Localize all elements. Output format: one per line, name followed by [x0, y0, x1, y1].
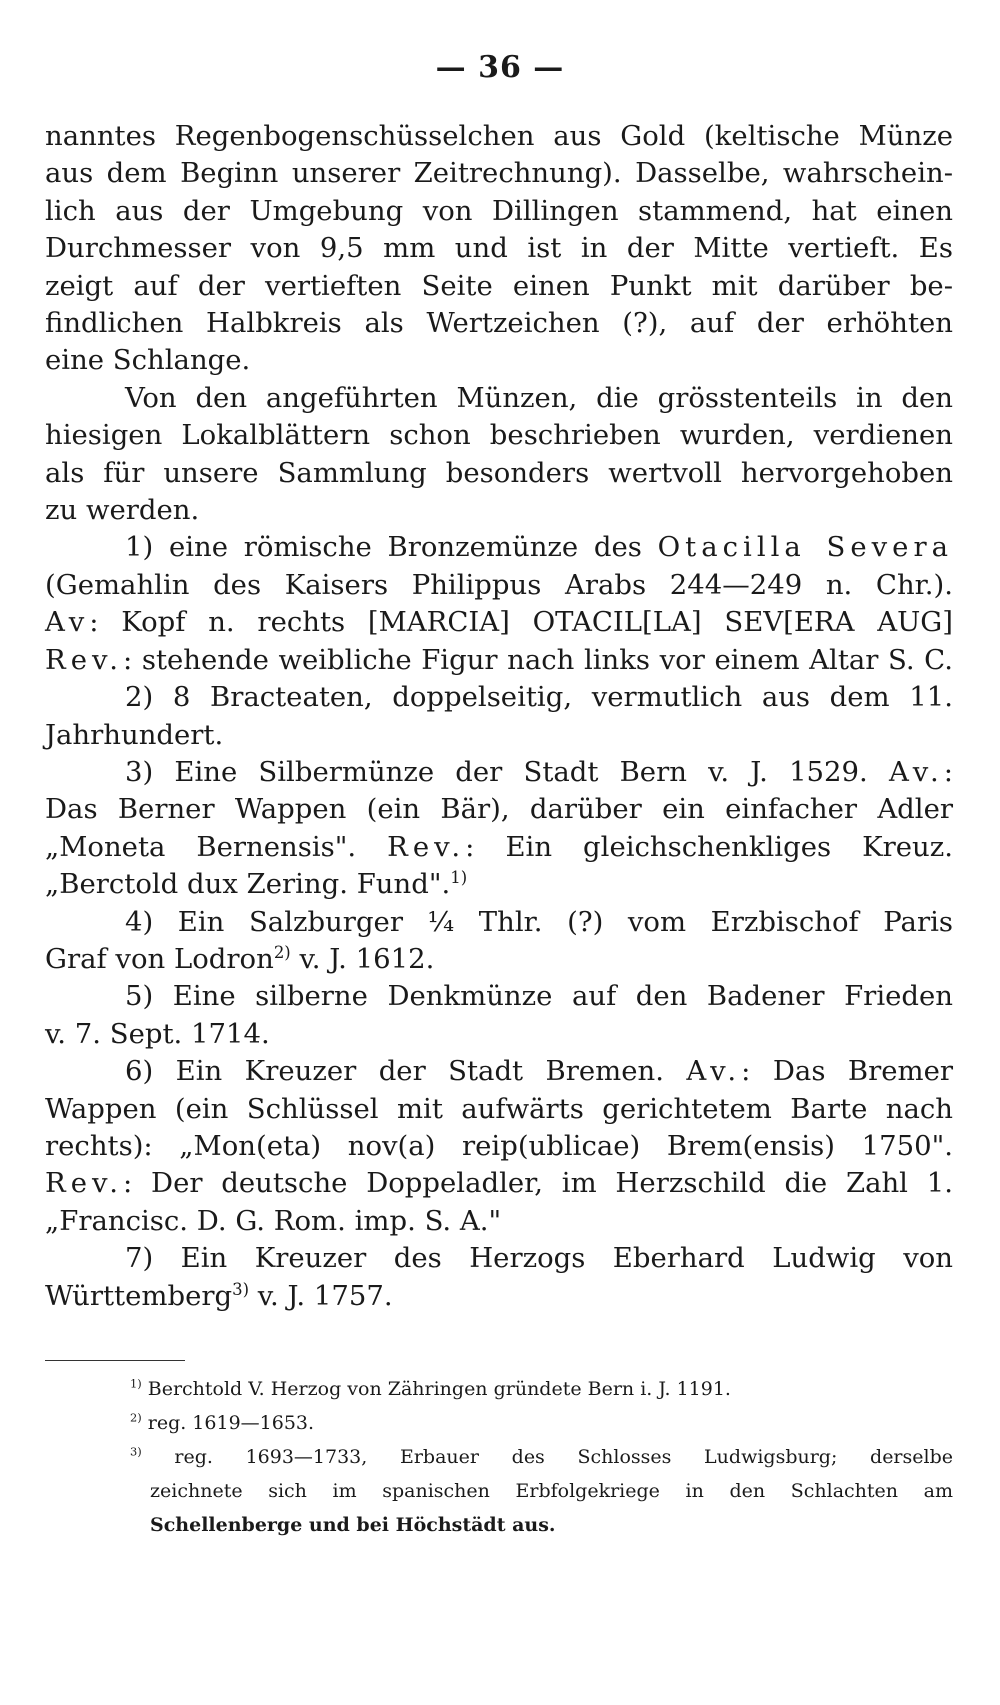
item-text: : — [943, 755, 953, 788]
item-text: „Berctold dux Zering. Fund". — [45, 868, 451, 901]
coin-item-6 — [45, 1053, 953, 1240]
item-text: : Der deutsche Doppeladler, im Herzschild die Zahl 1. — [123, 1167, 953, 1200]
emphasized-name: Otacilla Severa — [657, 531, 953, 564]
paragraph-coin-description — [45, 118, 953, 380]
coin-item-7 — [45, 1240, 953, 1315]
footnote-divider — [45, 1360, 185, 1361]
item-text: : Kopf n. rechts [MARCIA] OTACIL[LA] SEV[ERA AUG] — [89, 606, 953, 639]
footnote-marker: 1) — [130, 1376, 142, 1391]
text-line: (Gemahlin des Kaisers Philippus Arabs 244—249 n. Chr.). — [45, 568, 953, 601]
footnote-text: reg. 1619—1653. — [141, 1412, 315, 1434]
item-text: Württemberg — [45, 1279, 233, 1312]
text-line: zeigt auf der vertieften Seite einen Punkt mit darüber be- — [45, 269, 953, 302]
coin-item-5 — [45, 978, 953, 1053]
coin-item-3 — [45, 754, 953, 904]
text-line — [45, 642, 953, 679]
footnote-marker: 3) — [130, 1444, 142, 1459]
item-text: Graf von Lodron — [45, 942, 274, 975]
reverse-label: Rev. — [45, 643, 123, 676]
text-line — [45, 529, 953, 566]
text-line: Wappen (ein Schlüssel mit aufwärts gerichtetem Barte nach — [45, 1092, 953, 1125]
text-line — [45, 1278, 953, 1315]
text-line: Durchmesser von 9,5 mm und ist in der Mitte vertieft. Es — [45, 232, 953, 265]
item-text: „Moneta Bernensis". — [45, 830, 357, 863]
coin-item-1 — [45, 529, 953, 679]
obverse-label: Av. — [686, 1055, 742, 1088]
footnote-ref: 2) — [273, 942, 291, 962]
text-line: lich aus der Umgebung von Dillingen stammend, hat einen — [45, 194, 953, 227]
footnote-marker: 2) — [130, 1410, 142, 1425]
item-text: v. J. 1612. — [290, 942, 435, 975]
item-text: : Ein gleichschenkliges Kreuz. — [465, 830, 954, 863]
footnote-1 — [45, 1372, 953, 1406]
item-text: 1) eine römische Bronzemünze des — [125, 531, 642, 564]
text-line: rechts): „Mon(eta) nov(a) reip(ublicae) Brem(ensis) 1750". — [45, 1129, 953, 1162]
text-line: findlichen Halbkreis als Wertzeichen (?), auf der erhöhten — [45, 307, 953, 340]
paragraph-intro — [45, 380, 953, 530]
text-line — [45, 829, 953, 866]
footnote-text: Berchtold V. Herzog von Zähringen gründete Bern i. J. 1191. — [141, 1378, 731, 1400]
footnote-3-continued: zeichnete sich im spanischen Erbfolgekriege in den Schlachten am — [150, 1480, 953, 1502]
footnote-text: reg. 1693—1733, Erbauer des Schlosses Ludwigsburg; derselbe — [141, 1446, 953, 1468]
text-line: zu werden. — [45, 494, 200, 527]
item-text: 6) Ein Kreuzer der Stadt Bremen. — [125, 1055, 664, 1088]
text-line — [45, 604, 953, 641]
text-line — [45, 754, 953, 791]
text-line: 5) Eine silberne Denkmünze auf den Badener Frieden — [125, 980, 953, 1013]
text-line: aus dem Beginn unserer Zeitrechnung). Dasselbe, wahrschein- — [45, 157, 953, 190]
page-number: — 36 — — [435, 50, 565, 85]
text-line: 2) 8 Bracteaten, doppelseitig, vermutlich aus dem 11. — [125, 681, 953, 714]
text-line: Jahrhundert. — [45, 718, 224, 751]
text-line — [45, 866, 953, 903]
footnote-3 — [45, 1440, 953, 1474]
obverse-label: Av — [45, 606, 90, 639]
footnote-3-end: Schellenberge und bei Höchstädt aus. — [150, 1514, 556, 1536]
item-text: : Das Bremer — [741, 1055, 953, 1088]
reverse-label: Rev. — [387, 830, 466, 863]
footnotes — [45, 1372, 953, 1542]
text-line: als für unsere Sammlung besonders wertvoll hervorgehoben — [45, 456, 953, 489]
obverse-label: Av. — [888, 755, 944, 788]
text-line: hiesigen Lokalblättern schon beschrieben wurden, verdienen — [45, 419, 953, 452]
text-line: 4) Ein Salzburger ¼ Thlr. (?) vom Erzbischof Paris — [125, 905, 953, 938]
text-line: eine Schlange. — [45, 344, 251, 377]
text-line: v. 7. Sept. 1714. — [45, 1017, 270, 1050]
text-line — [45, 1053, 953, 1090]
footnote-ref: 1) — [450, 867, 468, 887]
text-line: Von den angeführten Münzen, die grösstenteils in den — [125, 381, 953, 414]
body-text — [45, 118, 953, 1315]
text-line: nanntes Regenbogenschüsselchen aus Gold (keltische Münze — [45, 120, 953, 152]
coin-item-4 — [45, 904, 953, 979]
text-line: „Francisc. D. G. Rom. imp. S. A." — [45, 1204, 502, 1237]
text-line: 7) Ein Kreuzer des Herzogs Eberhard Ludwig von — [125, 1242, 953, 1275]
item-text: v. J. 1757. — [249, 1279, 393, 1312]
footnote-ref: 3) — [232, 1279, 250, 1299]
text-line — [45, 1165, 953, 1202]
reverse-label: Rev. — [45, 1167, 123, 1200]
item-text: 3) Eine Silbermünze der Stadt Bern v. J. 1529. — [125, 755, 868, 788]
text-line: Das Berner Wappen (ein Bär), darüber ein einfacher Adler — [45, 793, 953, 826]
text-line — [45, 941, 953, 978]
item-text: : stehende weibliche Figur nach links vor einem Altar S. C. — [123, 643, 953, 676]
coin-item-2 — [45, 679, 953, 754]
footnote-2 — [45, 1406, 953, 1440]
